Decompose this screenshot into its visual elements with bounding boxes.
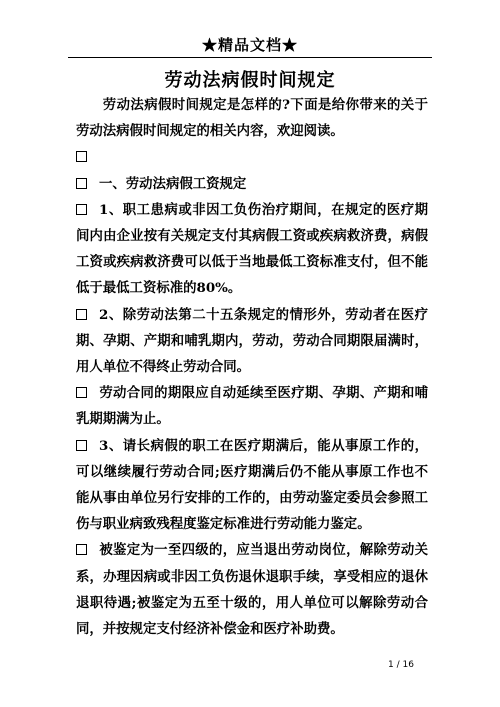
- paragraph-text: 劳动合同的期限应自动延续至医疗期、孕期、产期和哺乳期期满为止。: [76, 385, 428, 428]
- paragraph-4: [76, 302, 428, 381]
- paragraph-text: 被鉴定为一至四级的，应当退出劳动岗位，解除劳动关系，办理因病或非因工负伤退休退职手续，享受相应的退休退职待遇;被鉴定为五至十级的，用人单位可以解除劳动合同，并按规定支付经济补偿金和医疗补助费。: [76, 542, 428, 638]
- checkbox-icon: [76, 178, 87, 189]
- paragraph-1: [76, 144, 428, 170]
- intro-paragraph: 劳动法病假时间规定是怎样的?下面是给你带来的关于劳动法病假时间规定的相关内容，欢迎阅读。: [76, 97, 428, 140]
- paragraph-text: 1、职工患病或非因工负伤治疗期间，在规定的医疗期间内由企业按有关规定支付其病假工资或疾病救济费，病假工资或疾病救济费可以低于当地最低工资标准支付，但不能低于最低工资标准的80%。: [76, 201, 428, 297]
- document-body: [76, 92, 428, 642]
- paragraph-text: 2、除劳动法第二十五条规定的情形外，劳动者在医疗期、孕期、产期和哺乳期内，劳动，劳动合同期限届满时，用人单位不得终止劳动合同。: [76, 306, 428, 376]
- checkbox-icon: [76, 387, 87, 398]
- paragraph-2: [76, 171, 428, 197]
- checkbox-icon: [76, 204, 87, 215]
- page-header: ★精品文档★: [201, 36, 298, 54]
- checkbox-icon: [76, 309, 87, 320]
- checkbox-icon: [76, 440, 87, 451]
- checkbox-icon: [76, 544, 87, 555]
- paragraph-text: 3、请长病假的职工在医疗期满后，能从事原工作的，可以继续履行劳动合同;医疗期满后仍不能从事原工作也不能从事由单位另行安排的工作的，由劳动鉴定委员会参照工伤与职业病致残程度鉴定标准进行劳动能力鉴定。: [76, 437, 428, 533]
- checkbox-icon: [76, 151, 87, 162]
- paragraph-5: [76, 380, 428, 432]
- paragraph-3: [76, 197, 428, 302]
- header-divider: [68, 57, 432, 58]
- section-heading: 一、劳动法病假工资规定: [99, 175, 247, 192]
- paragraph-6: [76, 433, 428, 538]
- page-number: 1 / 16: [388, 660, 414, 670]
- paragraph-7: [76, 537, 428, 642]
- document-title: 劳动法病假时间规定: [164, 70, 336, 91]
